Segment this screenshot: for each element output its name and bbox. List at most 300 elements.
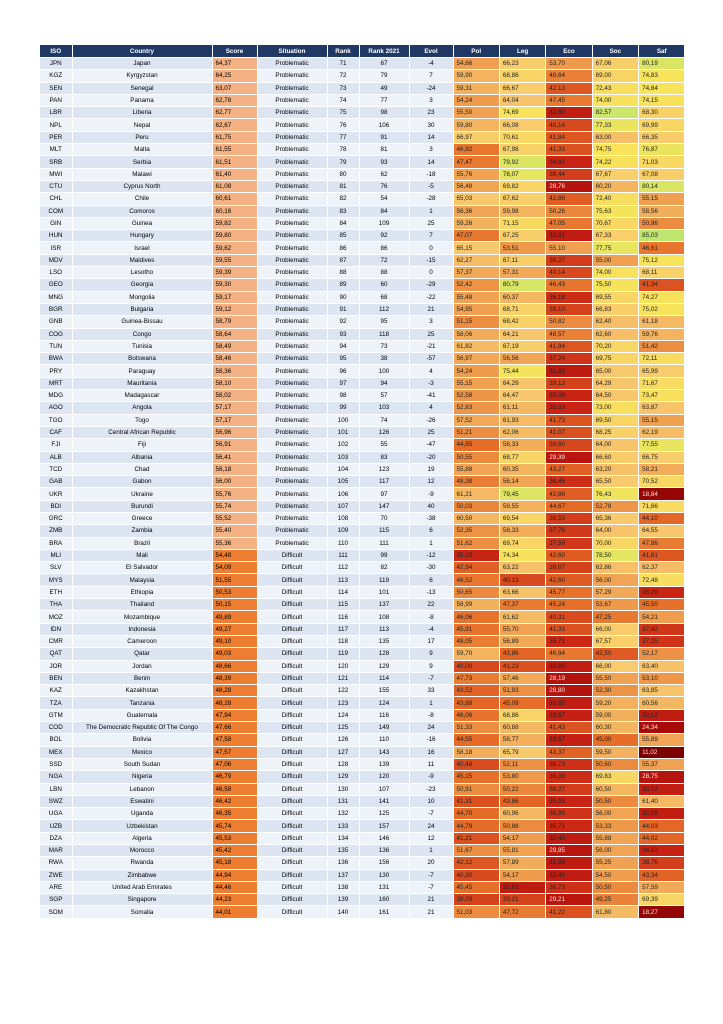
header-score: Score	[212, 45, 257, 58]
cell-situation: Difficult	[257, 758, 327, 770]
cell-pol: 51,03	[453, 906, 499, 918]
cell-pol: 35,15	[453, 549, 499, 561]
cell-saf: 24,34	[639, 722, 685, 734]
cell-pol: 40,48	[453, 758, 499, 770]
cell-evol: 7	[409, 70, 453, 82]
cell-rank-2021: 116	[359, 709, 409, 721]
cell-soc: 60,50	[592, 783, 638, 795]
cell-rank: 88	[327, 267, 359, 279]
cell-score: 55,74	[212, 500, 257, 512]
cell-rank-2021: 135	[359, 635, 409, 647]
cell-leg: 32,02	[499, 881, 545, 893]
cell-rank-2021: 81	[359, 144, 409, 156]
cell-saf: 73,47	[639, 390, 685, 402]
cell-iso: SWZ	[40, 795, 72, 807]
cell-rank: 100	[327, 414, 359, 426]
cell-iso: DZA	[40, 832, 72, 844]
cell-pol: 46,06	[453, 611, 499, 623]
cell-iso: GAB	[40, 476, 72, 488]
cell-soc: 77,75	[592, 242, 638, 254]
cell-situation: Problematic	[257, 316, 327, 328]
cell-rank-2021: 108	[359, 611, 409, 623]
cell-leg: 80,79	[499, 279, 545, 291]
cell-score: 48,66	[212, 660, 257, 672]
table-row	[40, 881, 685, 893]
table-row	[40, 353, 685, 365]
cell-rank-2021: 115	[359, 525, 409, 537]
cell-rank: 106	[327, 488, 359, 500]
cell-rank: 135	[327, 845, 359, 857]
cell-rank-2021: 38	[359, 353, 409, 365]
cell-iso: GRC	[40, 512, 72, 524]
cell-pol: 41,21	[453, 832, 499, 844]
cell-soc: 73,00	[592, 402, 638, 414]
cell-pol: 46,82	[453, 144, 499, 156]
cell-rank: 87	[327, 254, 359, 266]
cell-evol: 7	[409, 230, 453, 242]
cell-iso: MLT	[40, 144, 72, 156]
cell-evol: -7	[409, 672, 453, 684]
cell-evol: 0	[409, 242, 453, 254]
cell-country: Zambia	[72, 525, 212, 537]
cell-saf: 66,35	[639, 131, 685, 143]
cell-situation: Problematic	[257, 353, 327, 365]
cell-rank: 107	[327, 500, 359, 512]
cell-iso: ETH	[40, 586, 72, 598]
table-row	[40, 562, 685, 574]
cell-eco: 39,13	[546, 377, 592, 389]
cell-soc: 70,20	[592, 340, 638, 352]
cell-iso: PAN	[40, 94, 72, 106]
cell-eco: 28,76	[546, 180, 592, 192]
cell-pol: 42,94	[453, 562, 499, 574]
cell-saf: 70,52	[639, 476, 685, 488]
cell-rank: 99	[327, 402, 359, 414]
cell-saf: 18,84	[639, 488, 685, 500]
cell-rank: 119	[327, 648, 359, 660]
cell-leg: 68,86	[499, 709, 545, 721]
cell-situation: Difficult	[257, 599, 327, 611]
table-row	[40, 82, 685, 94]
cell-eco: 28,19	[546, 672, 592, 684]
cell-iso: TGO	[40, 414, 72, 426]
cell-eco: 47,05	[546, 217, 592, 229]
cell-situation: Difficult	[257, 734, 327, 746]
cell-evol: 1	[409, 845, 453, 857]
cell-iso: ZMB	[40, 525, 72, 537]
cell-leg: 67,11	[499, 254, 545, 266]
cell-soc: 78,50	[592, 549, 638, 561]
cell-evol: 4	[409, 402, 453, 414]
cell-soc: 50,50	[592, 795, 638, 807]
cell-soc: 63,20	[592, 463, 638, 475]
cell-rank-2021: 94	[359, 377, 409, 389]
cell-soc: 55,50	[592, 672, 638, 684]
cell-saf: 85,03	[639, 230, 685, 242]
cell-iso: GNB	[40, 316, 72, 328]
cell-score: 44,46	[212, 881, 257, 893]
cell-rank-2021: 86	[359, 242, 409, 254]
header-leg: Leg	[499, 45, 545, 58]
cell-iso: THA	[40, 599, 72, 611]
cell-iso: MWI	[40, 168, 72, 180]
cell-saf: 28,75	[639, 771, 685, 783]
cell-pol: 40,30	[453, 869, 499, 881]
cell-score: 64,37	[212, 58, 257, 70]
cell-rank-2021: 110	[359, 734, 409, 746]
table-row	[40, 414, 685, 426]
cell-evol: 1	[409, 537, 453, 549]
cell-rank: 104	[327, 463, 359, 475]
cell-soc: 66,60	[592, 451, 638, 463]
cell-rank: 131	[327, 795, 359, 807]
cell-rank-2021: 101	[359, 586, 409, 598]
table-row	[40, 894, 685, 906]
cell-saf: 47,86	[639, 537, 685, 549]
cell-situation: Problematic	[257, 463, 327, 475]
cell-evol: 12	[409, 476, 453, 488]
cell-saf: 74,83	[639, 70, 685, 82]
cell-evol: 12	[409, 832, 453, 844]
table-row	[40, 291, 685, 303]
cell-score: 55,36	[212, 537, 257, 549]
cell-iso: MAR	[40, 845, 72, 857]
cell-soc: 69,55	[592, 291, 638, 303]
cell-leg: 74,34	[499, 549, 545, 561]
cell-score: 55,40	[212, 525, 257, 537]
cell-eco: 41,33	[546, 623, 592, 635]
cell-eco: 38,44	[546, 168, 592, 180]
cell-leg: 65,79	[499, 746, 545, 758]
cell-iso: BWA	[40, 353, 72, 365]
cell-saf: 80,19	[639, 58, 685, 70]
cell-eco: 38,27	[546, 254, 592, 266]
cell-score: 48,28	[212, 685, 257, 697]
cell-rank-2021: 83	[359, 451, 409, 463]
cell-soc: 82,57	[592, 107, 638, 119]
cell-situation: Difficult	[257, 574, 327, 586]
cell-soc: 72,43	[592, 82, 638, 94]
cell-soc: 53,33	[592, 820, 638, 832]
cell-saf: 37,25	[639, 635, 685, 647]
table-row	[40, 549, 685, 561]
cell-soc: 62,86	[592, 562, 638, 574]
cell-rank-2021: 107	[359, 783, 409, 795]
cell-rank: 97	[327, 377, 359, 389]
cell-situation: Difficult	[257, 894, 327, 906]
cell-country: Mali	[72, 549, 212, 561]
cell-country: El Salvador	[72, 562, 212, 574]
cell-evol: 33	[409, 685, 453, 697]
cell-country: Somalia	[72, 906, 212, 918]
cell-leg: 64,21	[499, 328, 545, 340]
table-row	[40, 771, 685, 783]
cell-saf: 71,67	[639, 377, 685, 389]
cell-rank-2021: 117	[359, 476, 409, 488]
cell-eco: 29,21	[546, 894, 592, 906]
cell-eco: 38,53	[546, 512, 592, 524]
cell-situation: Difficult	[257, 857, 327, 869]
cell-evol: -41	[409, 390, 453, 402]
cell-evol: -9	[409, 488, 453, 500]
cell-iso: KAZ	[40, 685, 72, 697]
cell-rank: 81	[327, 180, 359, 192]
cell-soc: 74,00	[592, 267, 638, 279]
cell-country: Panama	[72, 94, 212, 106]
cell-rank: 124	[327, 709, 359, 721]
cell-country: Rwanda	[72, 857, 212, 869]
cell-country: Chile	[72, 193, 212, 205]
table-row	[40, 857, 685, 869]
table-row	[40, 599, 685, 611]
cell-score: 51,55	[212, 574, 257, 586]
cell-score: 47,57	[212, 746, 257, 758]
cell-iso: CTU	[40, 180, 72, 192]
cell-country: Qatar	[72, 648, 212, 660]
cell-soc: 75,63	[592, 205, 638, 217]
cell-situation: Problematic	[257, 328, 327, 340]
cell-score: 46,42	[212, 795, 257, 807]
cell-score: 59,62	[212, 242, 257, 254]
cell-score: 46,79	[212, 771, 257, 783]
cell-saf: 71,03	[639, 156, 685, 168]
cell-evol: 6	[409, 525, 453, 537]
cell-saf: 66,75	[639, 451, 685, 463]
cell-score: 47,06	[212, 758, 257, 770]
cell-evol: -8	[409, 611, 453, 623]
cell-eco: 42,60	[546, 574, 592, 586]
cell-pol: 44,55	[453, 734, 499, 746]
cell-situation: Difficult	[257, 771, 327, 783]
cell-soc: 67,67	[592, 168, 638, 180]
cell-situation: Problematic	[257, 242, 327, 254]
cell-leg: 67,62	[499, 193, 545, 205]
cell-rank-2021: 82	[359, 562, 409, 574]
cell-eco: 45,77	[546, 586, 592, 598]
cell-soc: 74,00	[592, 94, 638, 106]
cell-pol: 59,90	[453, 70, 499, 82]
table-row	[40, 242, 685, 254]
cell-situation: Problematic	[257, 131, 327, 143]
cell-situation: Problematic	[257, 193, 327, 205]
cell-leg: 39,21	[499, 894, 545, 906]
cell-score: 61,51	[212, 156, 257, 168]
cell-score: 49,03	[212, 648, 257, 660]
table-row	[40, 525, 685, 537]
cell-situation: Difficult	[257, 660, 327, 672]
cell-eco: 42,13	[546, 82, 592, 94]
cell-rank-2021: 129	[359, 660, 409, 672]
cell-soc: 67,33	[592, 230, 638, 242]
cell-evol: 14	[409, 156, 453, 168]
cell-evol: 23	[409, 107, 453, 119]
cell-evol: -26	[409, 414, 453, 426]
cell-iso: UGA	[40, 808, 72, 820]
cell-country: Japan	[72, 58, 212, 70]
cell-evol: -20	[409, 451, 453, 463]
cell-soc: 64,29	[592, 377, 638, 389]
cell-rank: 93	[327, 328, 359, 340]
cell-saf: 55,15	[639, 414, 685, 426]
cell-soc: 75,50	[592, 279, 638, 291]
cell-country: Nepal	[72, 119, 212, 131]
cell-soc: 66,83	[592, 303, 638, 315]
cell-leg: 64,47	[499, 390, 545, 402]
cell-rank-2021: 120	[359, 771, 409, 783]
cell-soc: 64,00	[592, 525, 638, 537]
cell-iso: ARE	[40, 881, 72, 893]
cell-soc: 76,43	[592, 488, 638, 500]
cell-rank: 91	[327, 303, 359, 315]
cell-rank-2021: 98	[359, 107, 409, 119]
cell-rank-2021: 147	[359, 500, 409, 512]
cell-score: 59,17	[212, 291, 257, 303]
cell-situation: Problematic	[257, 279, 327, 291]
cell-situation: Difficult	[257, 648, 327, 660]
cell-eco: 42,86	[546, 488, 592, 500]
cell-country: Albania	[72, 451, 212, 463]
cell-rank-2021: 88	[359, 267, 409, 279]
cell-eco: 41,73	[546, 414, 592, 426]
cell-soc: 65,36	[592, 512, 638, 524]
cell-saf: 44,03	[639, 820, 685, 832]
cell-situation: Difficult	[257, 881, 327, 893]
table-row	[40, 254, 685, 266]
cell-rank-2021: 118	[359, 328, 409, 340]
cell-country: Eswatini	[72, 795, 212, 807]
cell-soc: 50,50	[592, 881, 638, 893]
cell-leg: 79,45	[499, 488, 545, 500]
cell-leg: 58,77	[499, 734, 545, 746]
cell-situation: Difficult	[257, 906, 327, 918]
cell-country: Ukraine	[72, 488, 212, 500]
cell-rank-2021: 49	[359, 82, 409, 94]
cell-saf: 53,10	[639, 672, 685, 684]
cell-score: 62,77	[212, 107, 257, 119]
cell-country: Lesotho	[72, 267, 212, 279]
table-row	[40, 402, 685, 414]
cell-situation: Problematic	[257, 537, 327, 549]
cell-iso: MYS	[40, 574, 72, 586]
cell-soc: 67,06	[592, 58, 638, 70]
cell-country: Maldives	[72, 254, 212, 266]
table-row	[40, 808, 685, 820]
cell-country: Malaysia	[72, 574, 212, 586]
cell-eco: 32,31	[546, 230, 592, 242]
cell-leg: 61,93	[499, 414, 545, 426]
cell-eco: 41,43	[546, 722, 592, 734]
cell-iso: PER	[40, 131, 72, 143]
cell-eco: 35,08	[546, 390, 592, 402]
cell-iso: COD	[40, 722, 72, 734]
cell-eco: 47,45	[546, 94, 592, 106]
cell-country: Uzbekistan	[72, 820, 212, 832]
cell-rank: 122	[327, 685, 359, 697]
table-row	[40, 439, 685, 451]
table-row	[40, 365, 685, 377]
cell-leg: 43,86	[499, 795, 545, 807]
cell-rank: 113	[327, 574, 359, 586]
cell-iso: NGA	[40, 771, 72, 783]
cell-saf: 44,02	[639, 832, 685, 844]
table-row	[40, 340, 685, 352]
cell-rank-2021: 125	[359, 808, 409, 820]
cell-situation: Difficult	[257, 549, 327, 561]
cell-iso: MNG	[40, 291, 72, 303]
cell-soc: 59,00	[592, 709, 638, 721]
cell-score: 60,61	[212, 193, 257, 205]
cell-iso: AGO	[40, 402, 72, 414]
cell-iso: ISR	[40, 242, 72, 254]
cell-iso: COG	[40, 328, 72, 340]
cell-score: 55,52	[212, 512, 257, 524]
cell-situation: Problematic	[257, 426, 327, 438]
cell-eco: 34,92	[546, 156, 592, 168]
cell-rank-2021: 54	[359, 193, 409, 205]
cell-leg: 66,08	[499, 119, 545, 131]
cell-rank-2021: 99	[359, 549, 409, 561]
cell-country: Hungary	[72, 230, 212, 242]
cell-rank-2021: 55	[359, 439, 409, 451]
cell-situation: Difficult	[257, 820, 327, 832]
header-pol: Pol	[453, 45, 499, 58]
cell-leg: 64,29	[499, 377, 545, 389]
cell-rank-2021: 112	[359, 303, 409, 315]
cell-eco: 39,07	[546, 562, 592, 574]
cell-rank: 114	[327, 586, 359, 598]
cell-situation: Problematic	[257, 267, 327, 279]
cell-rank: 101	[327, 426, 359, 438]
cell-situation: Difficult	[257, 586, 327, 598]
cell-score: 58,46	[212, 353, 257, 365]
cell-eco: 37,59	[546, 537, 592, 549]
cell-score: 59,80	[212, 230, 257, 242]
cell-eco: 28,80	[546, 685, 592, 697]
cell-eco: 36,99	[546, 808, 592, 820]
cell-pol: 43,88	[453, 697, 499, 709]
cell-pol: 59,26	[453, 217, 499, 229]
cell-score: 60,16	[212, 205, 257, 217]
cell-rank-2021: 93	[359, 156, 409, 168]
press-freedom-ranking-table	[40, 45, 685, 919]
cell-situation: Problematic	[257, 365, 327, 377]
cell-situation: Difficult	[257, 783, 327, 795]
cell-iso: ALB	[40, 451, 72, 463]
cell-saf: 63,87	[639, 402, 685, 414]
cell-score: 50,15	[212, 599, 257, 611]
cell-situation: Difficult	[257, 722, 327, 734]
cell-country: Indonesia	[72, 623, 212, 635]
cell-evol: 0	[409, 267, 453, 279]
cell-rank: 83	[327, 205, 359, 217]
cell-pol: 45,91	[453, 623, 499, 635]
cell-rank: 126	[327, 734, 359, 746]
cell-iso: MLI	[40, 549, 72, 561]
cell-saf: 38,76	[639, 857, 685, 869]
cell-saf: 41,34	[639, 279, 685, 291]
cell-country: Kyrgyzstan	[72, 70, 212, 82]
table-row	[40, 230, 685, 242]
cell-saf: 64,55	[639, 525, 685, 537]
cell-score: 57,17	[212, 402, 257, 414]
cell-pol: 44,70	[453, 808, 499, 820]
cell-leg: 74,69	[499, 107, 545, 119]
cell-rank-2021: 73	[359, 340, 409, 352]
table-row	[40, 734, 685, 746]
cell-saf: 74,15	[639, 94, 685, 106]
table-row	[40, 672, 685, 684]
cell-leg: 63,22	[499, 562, 545, 574]
